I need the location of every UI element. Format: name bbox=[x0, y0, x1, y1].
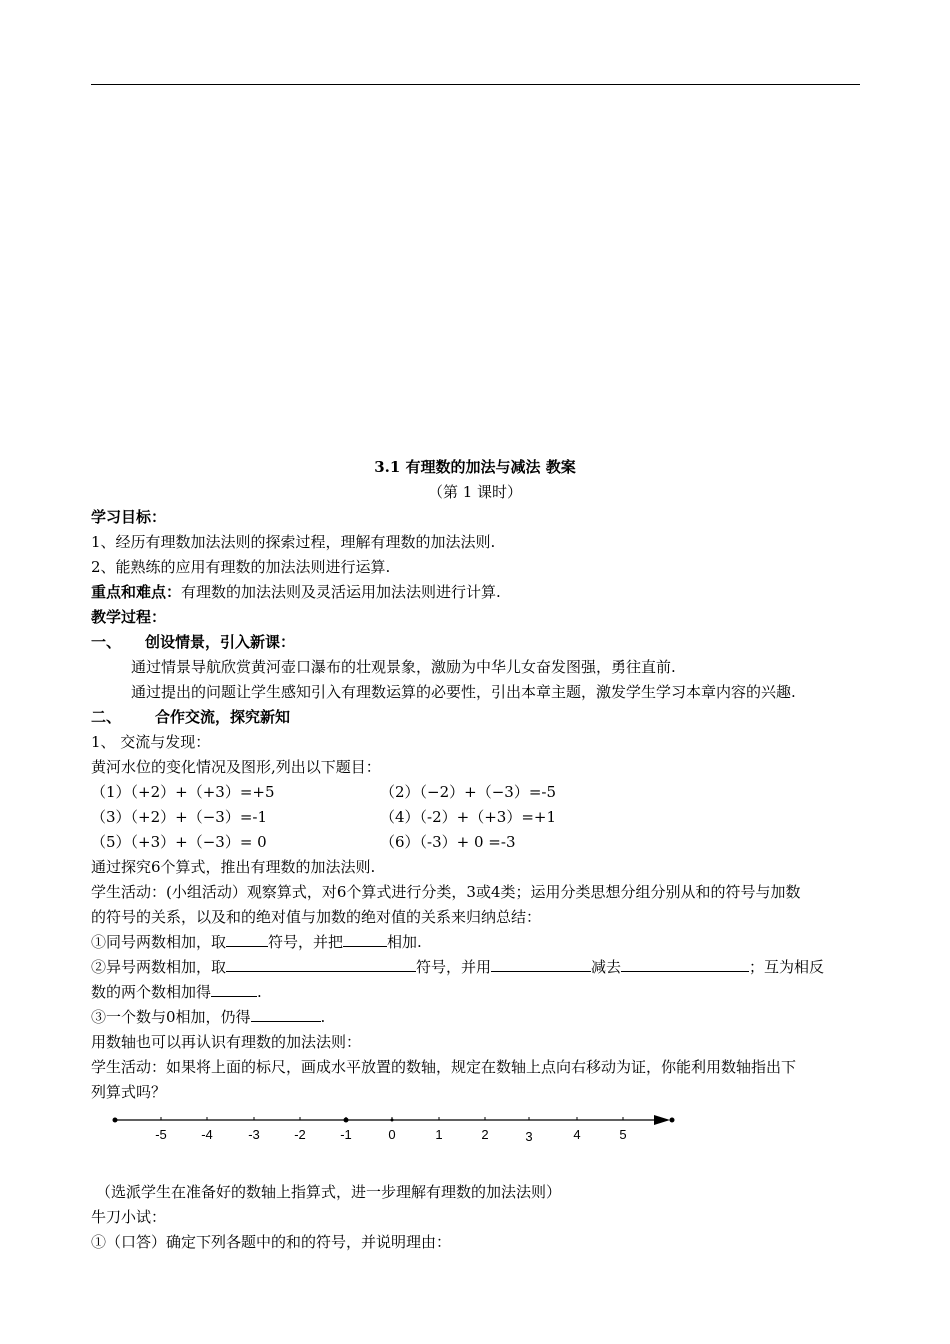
axis-endpoint bbox=[670, 1118, 675, 1123]
axis-tick-label: 2 bbox=[481, 1127, 489, 1142]
arrow-icon bbox=[654, 1115, 670, 1125]
objectives-heading: 学习目标： bbox=[91, 508, 167, 526]
process-heading: 教学过程： bbox=[91, 608, 167, 626]
rule-opposite-sign bbox=[91, 957, 824, 977]
fill-blank[interactable] bbox=[226, 957, 416, 972]
rule-text: . bbox=[257, 983, 262, 1001]
section1-number: 一、 bbox=[91, 633, 122, 651]
section1-paragraph: 通过情景导航欣赏黄河壶口瀑布的壮观景象，激励为中华儿女奋发图强，勇往直前. bbox=[131, 658, 676, 676]
practice-item: ①（口答）确定下列各题中的和的符号，并说明理由： bbox=[91, 1233, 452, 1251]
axis-tick-label: 3 bbox=[525, 1129, 533, 1144]
page-subtitle: （第 1 课时） bbox=[427, 483, 523, 501]
key-points-label: 重点和难点： bbox=[91, 583, 182, 601]
equation: （6）（-3）+ 0 =-3 bbox=[380, 833, 516, 851]
rule-text: 符号，并用 bbox=[416, 958, 492, 976]
subsection-heading: 1、 交流与发现： bbox=[91, 733, 211, 751]
rule-text: ②异号两数相加，取 bbox=[91, 958, 227, 976]
equation: （1）（+2）+（+3）=+5 bbox=[91, 783, 275, 801]
fill-blank[interactable] bbox=[251, 1007, 321, 1022]
activity-text: 的符号的关系，以及和的绝对值与加数的绝对值的关系来归纳总结： bbox=[91, 908, 542, 926]
rule-text: 相加. bbox=[387, 933, 422, 951]
section2-title: 合作交流，探究新知 bbox=[155, 708, 291, 726]
rule-same-sign bbox=[91, 932, 422, 952]
section2-number: 二、 bbox=[91, 708, 122, 726]
section1-paragraph: 通过提出的问题让学生感知引入有理数运算的必要性，引出本章主题，激发学生学习本章内容的兴趣. bbox=[131, 683, 796, 701]
conclusion-text: 通过探究6个算式，推出有理数的加法法则. bbox=[91, 858, 376, 876]
rule-text: 减去 bbox=[591, 958, 622, 976]
activity-text: 学生活动：(小组活动）观察算式，对6个算式进行分类，3或4类；运用分类思想分组分别从和的符号与加数 bbox=[91, 883, 801, 901]
number-line bbox=[110, 1108, 690, 1148]
axis-intro: 用数轴也可以再认识有理数的加法法则： bbox=[91, 1033, 362, 1051]
axis-tick-label: 5 bbox=[619, 1127, 627, 1142]
axis-tick-label: -4 bbox=[201, 1127, 213, 1142]
fill-blank[interactable] bbox=[226, 932, 268, 947]
rule-text: ；互为相反 bbox=[749, 958, 825, 976]
header-rule bbox=[91, 84, 860, 85]
equation: （2）（−2）+（−3）=-5 bbox=[380, 783, 557, 801]
rule-zero bbox=[91, 1007, 325, 1027]
note-text: （选派学生在准备好的数轴上指算式，进一步理解有理数的加法法则） bbox=[96, 1183, 562, 1201]
section1-title: 创设情景，引入新课： bbox=[145, 633, 296, 651]
section1-heading bbox=[91, 632, 295, 652]
objective-item: 1、经历有理数加法法则的探索过程，理解有理数的加法法则. bbox=[91, 533, 496, 551]
key-points-text: 有理数的加法法则及灵活运用加法法则进行计算. bbox=[181, 583, 501, 601]
axis-tick-label: -1 bbox=[340, 1127, 352, 1142]
axis-tick-label: 0 bbox=[388, 1127, 396, 1142]
activity-text: 列算式吗？ bbox=[91, 1083, 167, 1101]
equation: （5）（+3）+（−3）= 0 bbox=[91, 833, 267, 851]
key-points bbox=[91, 582, 501, 602]
axis-tick-label: -2 bbox=[294, 1127, 306, 1142]
fill-blank[interactable] bbox=[343, 932, 387, 947]
rule-text: . bbox=[320, 1008, 326, 1026]
section2-heading bbox=[91, 707, 290, 727]
axis-tick-label: -5 bbox=[155, 1127, 167, 1142]
intro-text: 黄河水位的变化情况及图形,列出以下题目： bbox=[91, 758, 381, 776]
equation: （4）（-2）+（+3）=+1 bbox=[380, 808, 557, 826]
rule-opposite-cont bbox=[91, 982, 262, 1002]
rule-text: 符号，并把 bbox=[268, 933, 344, 951]
axis-tick-label: 1 bbox=[435, 1127, 443, 1142]
equation: （3）（+2）+（−3）=-1 bbox=[91, 808, 268, 826]
axis-endpoint bbox=[113, 1118, 118, 1123]
practice-heading: 牛刀小试： bbox=[91, 1208, 167, 1226]
axis-tick-label: 4 bbox=[573, 1127, 581, 1142]
rule-text: ①同号两数相加，取 bbox=[91, 933, 227, 951]
fill-blank[interactable] bbox=[211, 982, 257, 997]
fill-blank[interactable] bbox=[491, 957, 591, 972]
axis-tick-label: -3 bbox=[248, 1127, 260, 1142]
fill-blank[interactable] bbox=[621, 957, 749, 972]
objective-item: 2、能熟练的应用有理数的加法法则进行运算. bbox=[91, 558, 391, 576]
activity-text: 学生活动：如果将上面的标尺，画成水平放置的数轴，规定在数轴上点向右移动为证，你能利用数轴指出下 bbox=[91, 1058, 797, 1076]
rule-text: 数的两个数相加得 bbox=[91, 983, 212, 1001]
page-title: 3.1 有理数的加法与减法 教案 bbox=[374, 458, 576, 476]
rule-text: ③一个数与0相加，仍得 bbox=[91, 1008, 251, 1026]
